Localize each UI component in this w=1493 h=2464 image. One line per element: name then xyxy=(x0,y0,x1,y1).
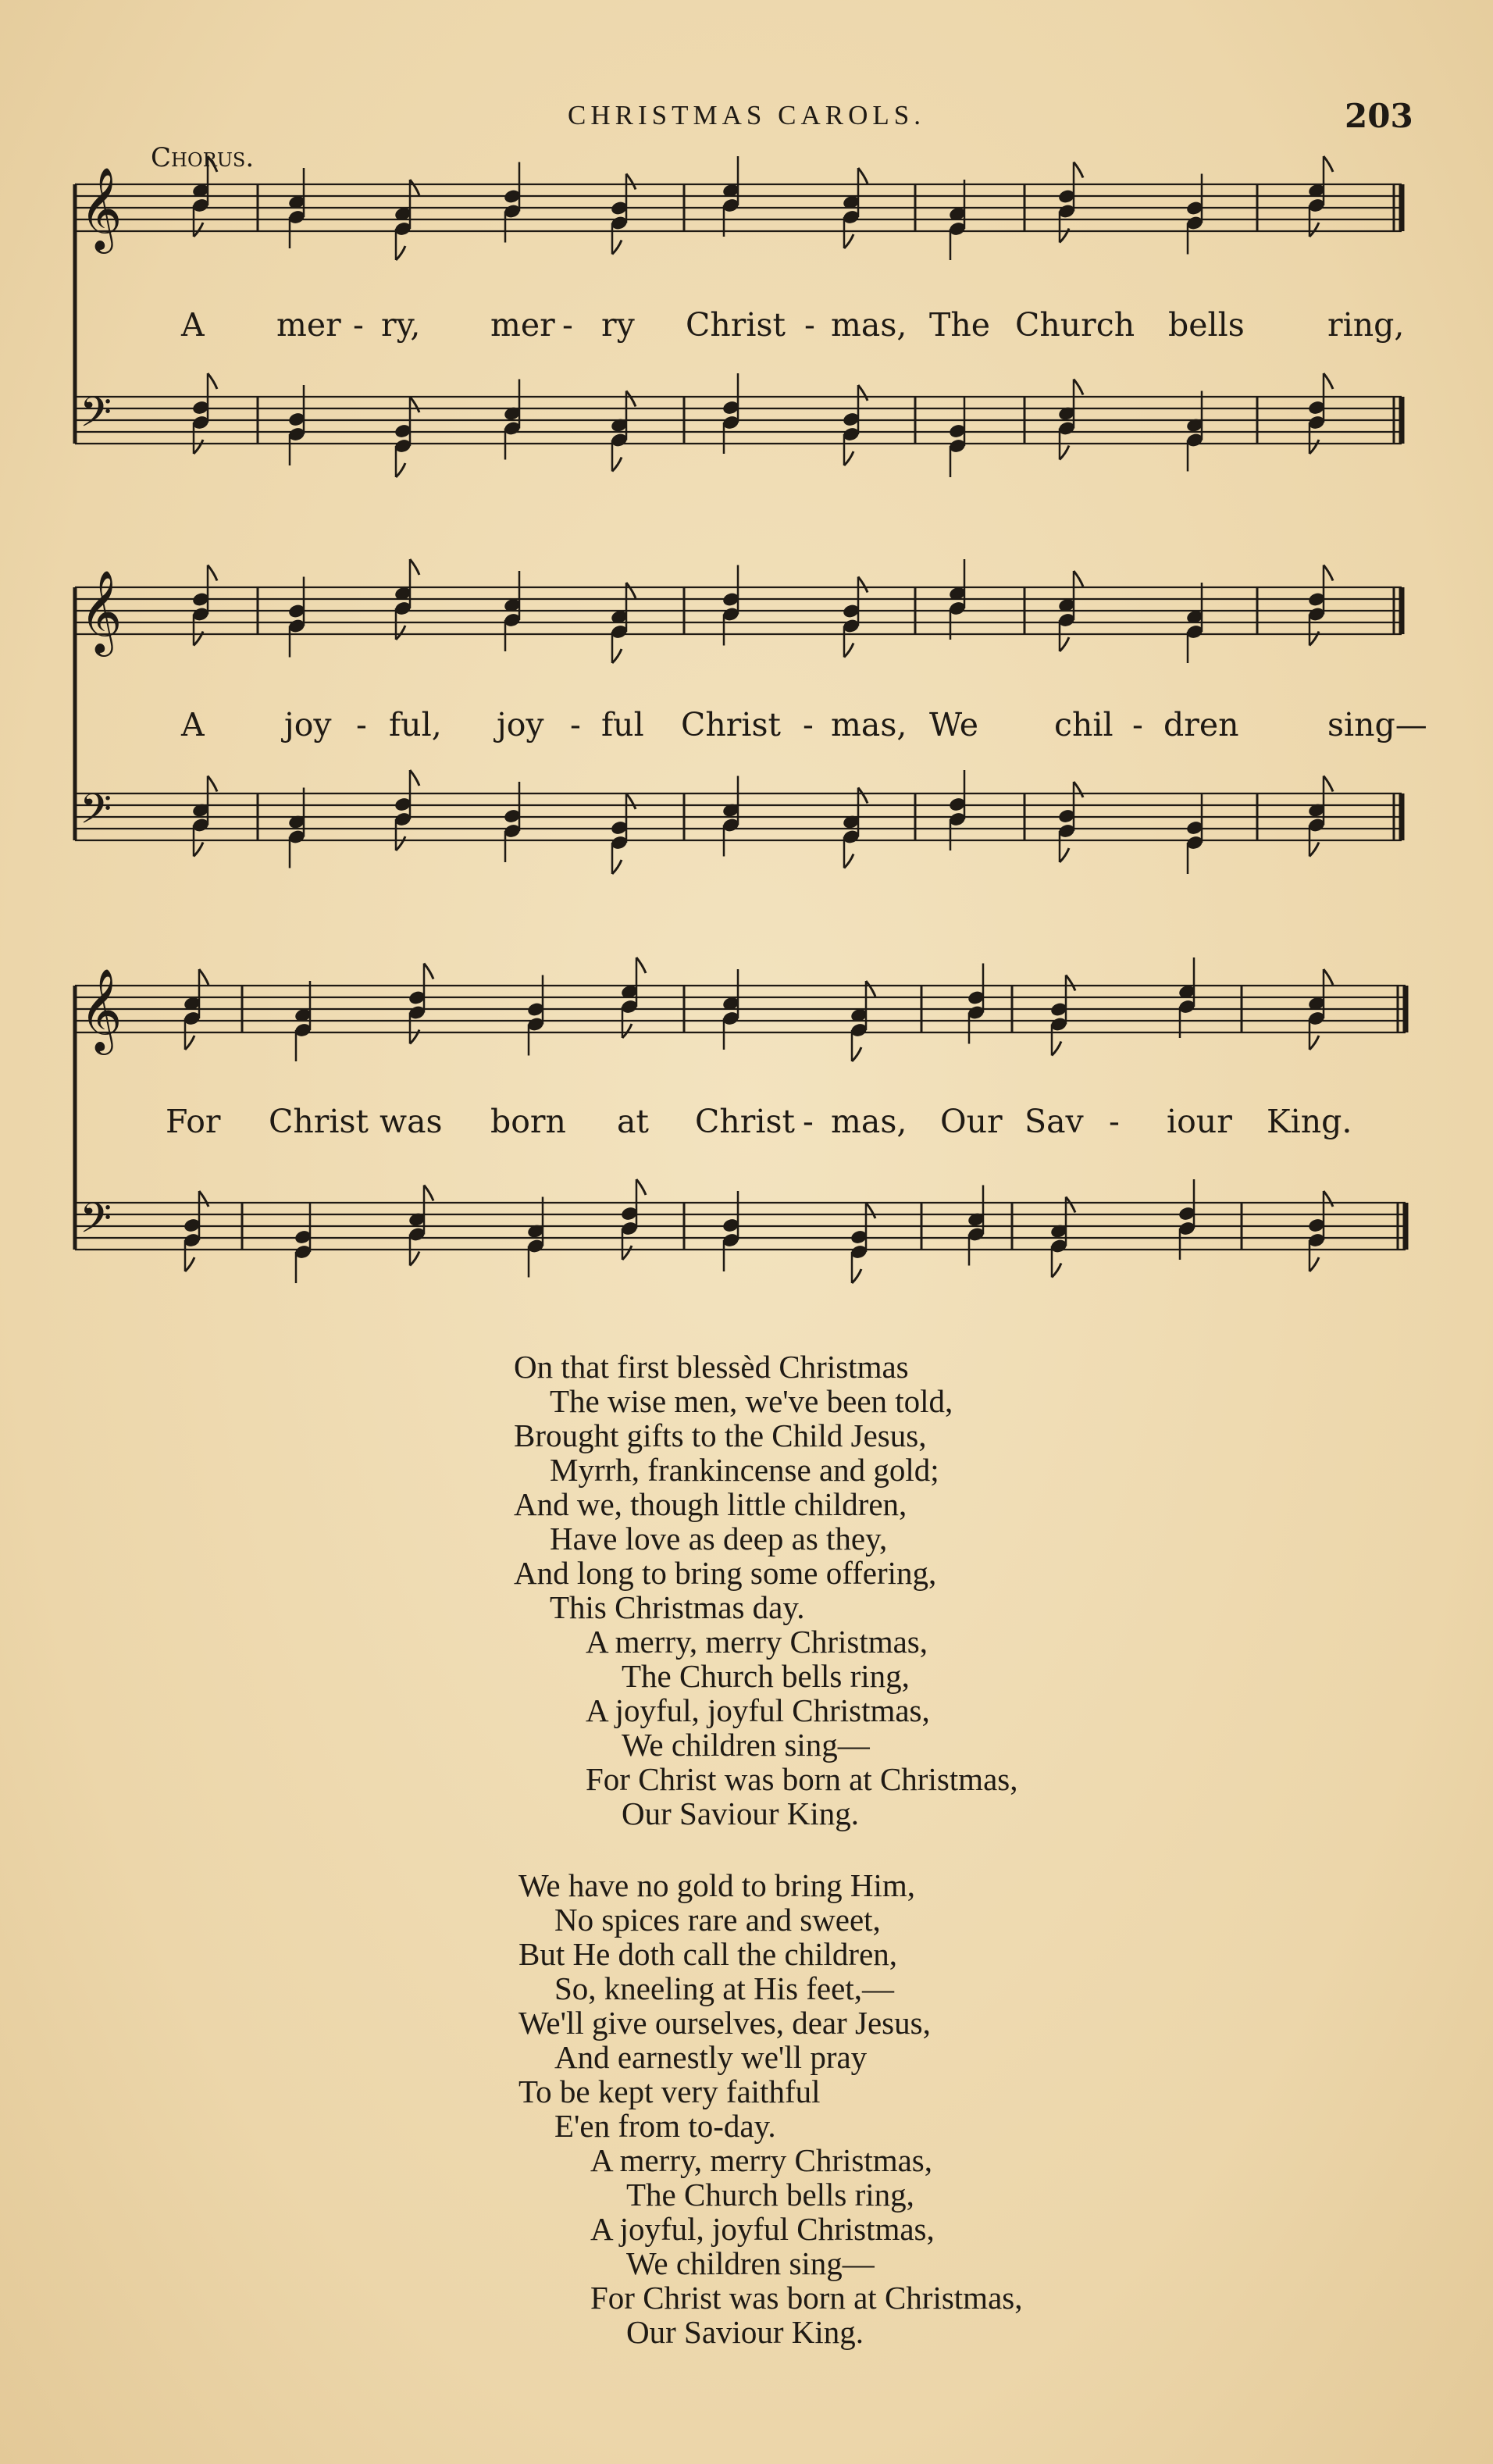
note-flag xyxy=(858,385,868,401)
note-flag xyxy=(1324,969,1333,985)
lyric-syllable: iour xyxy=(1167,1103,1232,1140)
note-flag xyxy=(199,1191,208,1207)
note-flag xyxy=(410,1252,419,1266)
verse-line: And earnestly we'll pray xyxy=(554,2039,868,2075)
note-flag xyxy=(1324,776,1333,792)
note-flag xyxy=(1066,975,1075,991)
lyric-syllable: - xyxy=(803,1103,814,1140)
note-flag xyxy=(612,649,622,663)
verse-line: We have no gold to bring Him, xyxy=(518,1867,915,1903)
note-flag xyxy=(396,463,405,477)
lyric-syllable: For xyxy=(166,1103,221,1140)
lyric-syllable: chil xyxy=(1054,706,1114,743)
note-flag xyxy=(858,788,868,804)
lyric-syllable: ful xyxy=(601,706,644,743)
lyric-syllable: mas, xyxy=(831,306,907,344)
verse-line: The Church bells ring, xyxy=(622,1658,910,1694)
note-flag xyxy=(1060,446,1069,460)
running-title: CHRISTMAS CAROLS. xyxy=(568,100,925,130)
lyric-syllable: ry, xyxy=(381,306,421,344)
note-flag xyxy=(1052,1042,1061,1056)
note-flag xyxy=(1309,1257,1319,1271)
verse-line: The Church bells ring, xyxy=(626,2177,914,2213)
note-flag xyxy=(858,168,868,184)
lyric-syllable: Our xyxy=(940,1103,1003,1140)
verse-line: Brought gifts to the Child Jesus, xyxy=(514,1417,927,1453)
note-flag xyxy=(410,559,419,575)
note-flag xyxy=(1324,373,1333,389)
lyric-syllable: was xyxy=(379,1103,443,1140)
note-flag xyxy=(612,241,622,255)
note-flag xyxy=(1309,1036,1319,1050)
verse-line: A joyful, joyful Christmas, xyxy=(590,2211,935,2247)
lyric-syllable: ful, xyxy=(389,706,442,743)
lyric-syllable: King. xyxy=(1267,1103,1352,1140)
lyric-syllable: mas, xyxy=(831,1103,907,1140)
note-flag xyxy=(844,854,853,868)
note-flag xyxy=(622,1024,632,1038)
note-flag xyxy=(852,1269,861,1283)
verse-line: Have love as deep as they, xyxy=(550,1521,888,1556)
lyric-syllable: Christ xyxy=(686,306,786,344)
note-flag xyxy=(866,1203,875,1218)
lyric-syllable: joy xyxy=(284,706,332,743)
note-flag xyxy=(1309,440,1319,454)
bass-clef-icon: 𝄢 xyxy=(80,389,112,447)
note-flag xyxy=(1074,782,1083,797)
note-flag xyxy=(410,180,419,195)
verse-line: Our Saviour King. xyxy=(622,1795,860,1831)
lyric-syllable: joy xyxy=(497,706,544,743)
verse-line: E'en from to-day. xyxy=(554,2108,776,2144)
note-flag xyxy=(208,776,217,792)
note-flag xyxy=(1324,565,1333,581)
note-flag xyxy=(410,397,419,412)
lyrics-line-1 xyxy=(0,306,1493,345)
note-flag xyxy=(396,626,405,640)
note-flag xyxy=(194,843,203,857)
note-flag xyxy=(185,1036,194,1050)
note-flag xyxy=(626,583,636,598)
verse-line: Our Saviour King. xyxy=(626,2314,864,2350)
note-flag xyxy=(1060,637,1069,651)
note-flag xyxy=(1309,843,1319,857)
treble-clef-icon: 𝄞 xyxy=(80,569,123,653)
lyric-syllable: - xyxy=(803,706,814,743)
chorus-label: Chorus. xyxy=(151,142,255,173)
note-flag xyxy=(396,246,405,260)
lyric-syllable: dren xyxy=(1163,706,1239,743)
verse-line: On that first blessèd Christmas xyxy=(514,1349,909,1385)
note-flag xyxy=(1066,1197,1075,1213)
note-flag xyxy=(844,234,853,248)
verse-line: We children sing— xyxy=(622,1727,870,1763)
lyric-syllable: Christ xyxy=(269,1103,369,1140)
verse-line: This Christmas day. xyxy=(550,1589,805,1625)
lyric-syllable: A xyxy=(181,306,205,344)
note-flag xyxy=(612,458,622,472)
note-flag xyxy=(1052,1264,1061,1278)
note-flag xyxy=(636,1179,646,1195)
note-flag xyxy=(1324,156,1333,172)
lyric-syllable: - xyxy=(353,306,364,344)
treble-clef-icon: 𝄞 xyxy=(80,166,123,250)
note-flag xyxy=(626,174,636,190)
note-flag xyxy=(844,644,853,658)
verse-line: And we, though little children, xyxy=(514,1486,907,1522)
lyric-syllable: Christ xyxy=(681,706,782,743)
lyric-syllable: We xyxy=(929,706,979,743)
lyric-syllable: - xyxy=(1132,706,1143,743)
verse-line: We'll give ourselves, dear Jesus, xyxy=(518,2005,931,2041)
note-flag xyxy=(1074,162,1083,178)
lyric-syllable: at xyxy=(617,1103,649,1140)
bass-clef-icon: 𝄢 xyxy=(80,1195,112,1253)
verse-line: We children sing— xyxy=(626,2245,875,2281)
note-flag xyxy=(858,577,868,593)
lyric-syllable: mas, xyxy=(831,706,907,743)
note-flag xyxy=(1060,848,1069,862)
note-flag xyxy=(852,1047,861,1061)
page-number: 203 xyxy=(1345,97,1413,135)
note-flag xyxy=(844,451,853,465)
note-flag xyxy=(1074,571,1083,587)
note-flag xyxy=(208,373,217,389)
lyric-syllable: sing— xyxy=(1327,706,1427,743)
verse-line: And long to bring some offering, xyxy=(514,1555,937,1591)
verse-2 xyxy=(518,1868,1022,2349)
note-flag xyxy=(410,770,419,786)
note-flag xyxy=(185,1257,194,1271)
lyric-syllable: Christ xyxy=(695,1103,796,1140)
verse-line: For Christ was born at Christmas, xyxy=(590,2280,1023,2316)
note-flag xyxy=(208,156,217,172)
lyric-syllable: Church xyxy=(1015,306,1135,344)
note-flag xyxy=(1324,1191,1333,1207)
lyric-syllable: ring, xyxy=(1327,306,1405,344)
lyrics-line-2 xyxy=(0,706,1493,745)
note-flag xyxy=(1309,223,1319,237)
note-flag xyxy=(199,969,208,985)
verse-line: The wise men, we've been told, xyxy=(550,1383,953,1419)
note-flag xyxy=(208,565,217,581)
note-flag xyxy=(424,1186,433,1201)
lyric-syllable: - xyxy=(570,706,581,743)
verse-line: To be kept very faithful xyxy=(518,2074,821,2109)
note-flag xyxy=(636,957,646,973)
verse-1 xyxy=(514,1350,1017,1831)
lyric-syllable: mer xyxy=(276,306,341,344)
note-flag xyxy=(194,440,203,454)
verse-line: A merry, merry Christmas, xyxy=(590,2142,933,2178)
lyric-syllable: ry xyxy=(601,306,635,344)
verse-line: No spices rare and sweet, xyxy=(554,1902,881,1938)
lyric-syllable: - xyxy=(804,306,815,344)
note-flag xyxy=(612,860,622,874)
note-flag xyxy=(626,391,636,407)
lyric-syllable: mer xyxy=(490,306,555,344)
bass-clef-icon: 𝄢 xyxy=(80,786,112,843)
note-flag xyxy=(626,793,636,809)
verse-line: For Christ was born at Christmas, xyxy=(586,1761,1018,1797)
verse-line: So, kneeling at His feet,— xyxy=(554,1970,894,2006)
note-flag xyxy=(622,1246,632,1260)
note-flag xyxy=(424,964,433,979)
lyric-syllable: The xyxy=(929,306,991,344)
treble-clef-icon: 𝄞 xyxy=(80,968,123,1051)
lyric-syllable: - xyxy=(562,306,573,344)
lyric-syllable: born xyxy=(490,1103,566,1140)
lyric-syllable: A xyxy=(181,706,205,743)
note-flag xyxy=(396,836,405,850)
lyrics-line-3 xyxy=(0,1103,1493,1142)
lyric-syllable: Sav xyxy=(1024,1103,1084,1140)
verse-line: Myrrh, frankincense and gold; xyxy=(550,1452,939,1488)
verse-line: A joyful, joyful Christmas, xyxy=(586,1692,930,1728)
lyric-syllable: bells xyxy=(1168,306,1245,344)
note-flag xyxy=(866,981,875,997)
lyric-syllable: - xyxy=(1109,1103,1120,1140)
note-flag xyxy=(1074,380,1083,395)
verse-line: But He doth call the children, xyxy=(518,1936,898,1972)
lyric-syllable: - xyxy=(356,706,367,743)
note-flag xyxy=(194,223,203,237)
verse-line: A merry, merry Christmas, xyxy=(586,1624,928,1660)
